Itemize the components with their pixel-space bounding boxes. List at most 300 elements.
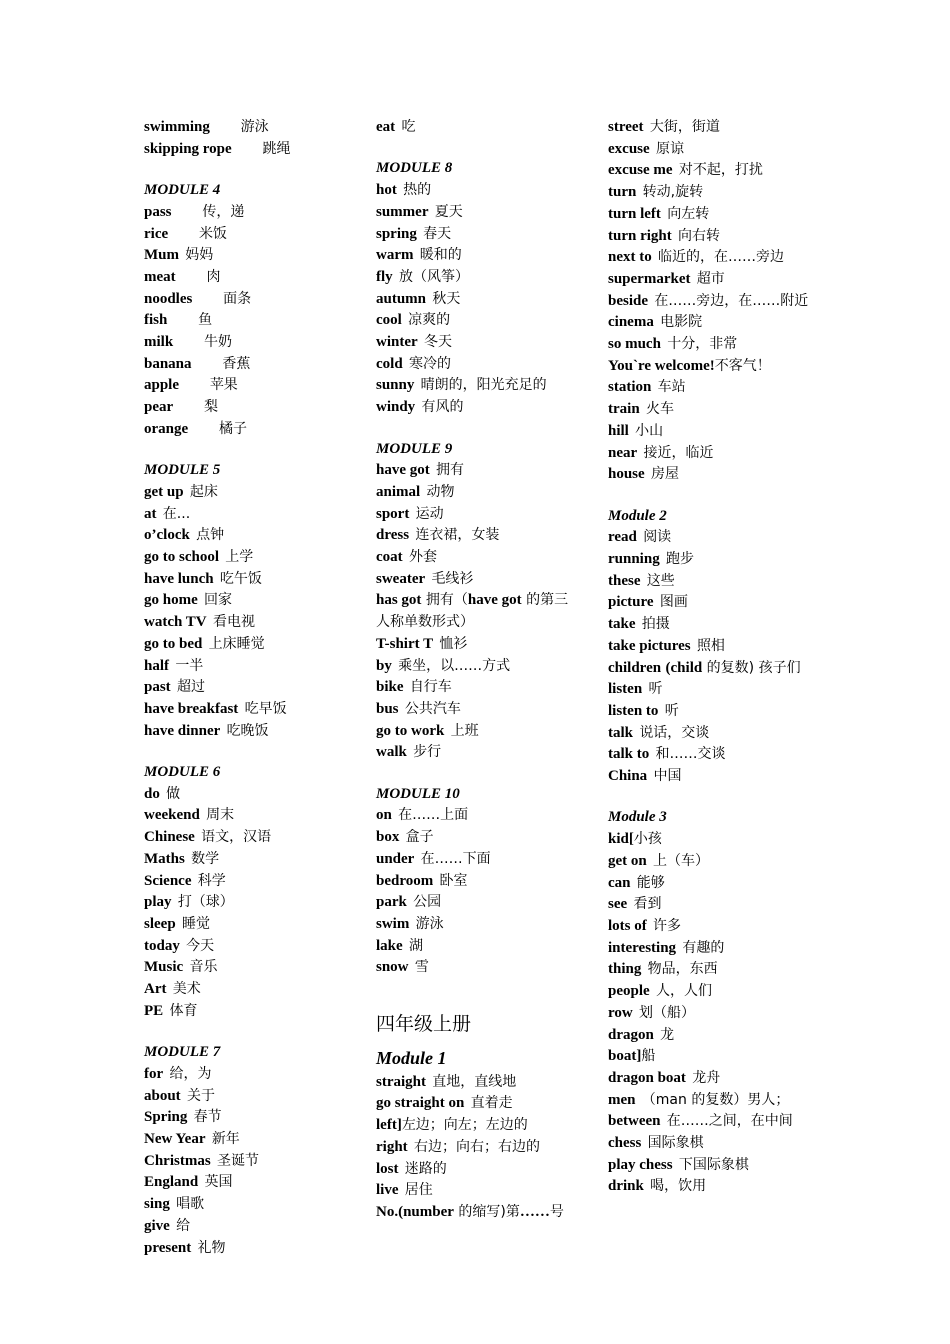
english-word: men xyxy=(608,1091,636,1108)
vocab-entry xyxy=(376,568,581,590)
vocab-entry xyxy=(608,937,813,959)
chinese-meaning: 有趣的 xyxy=(682,939,725,956)
english-word: live xyxy=(376,1182,399,1199)
vocab-entry xyxy=(608,376,813,398)
chinese-meaning: 上（车） xyxy=(653,852,710,869)
chinese-meaning: 喝，饮用 xyxy=(650,1178,707,1195)
english-word: Spring xyxy=(144,1109,188,1126)
chinese-meaning: 船 xyxy=(641,1048,656,1065)
english-word: people xyxy=(608,983,650,1000)
vocab-entry xyxy=(376,1179,581,1201)
english-word: at xyxy=(144,505,157,522)
chinese-meaning: 这些 xyxy=(646,572,675,589)
vocab-entry xyxy=(144,503,359,525)
english-word: winter xyxy=(376,334,418,351)
vocab-entry xyxy=(144,848,359,870)
vocab-entry xyxy=(376,655,581,677)
chinese-meaning: 迷路的 xyxy=(404,1160,447,1177)
vocab-entry xyxy=(608,246,813,268)
chinese-meaning: 美术 xyxy=(172,981,201,998)
chinese-meaning: 公园 xyxy=(413,894,442,911)
chinese-meaning: 龙 xyxy=(660,1026,675,1043)
chinese-meaning: 跳绳 xyxy=(262,140,291,157)
english-word: bike xyxy=(376,679,404,696)
chinese-meaning: 右边；向右；右边的 xyxy=(413,1138,540,1155)
vocab-entry xyxy=(376,1158,581,1180)
chinese-meaning: 乘坐，以……方式 xyxy=(398,657,511,674)
english-word: train xyxy=(608,401,640,418)
section-spacer xyxy=(376,978,581,999)
chinese-meaning: 礼物 xyxy=(197,1239,226,1256)
module-heading: MODULE 7 xyxy=(144,1044,221,1061)
english-word: near xyxy=(608,444,638,461)
english-word: can xyxy=(608,874,631,891)
vocab-entry xyxy=(608,743,813,765)
english-word: turn right xyxy=(608,227,672,244)
chinese-meaning: 拥有 xyxy=(436,462,465,479)
module-heading: MODULE 8 xyxy=(376,160,453,177)
chinese-meaning: 连衣裙，女装 xyxy=(415,527,500,544)
vocab-entry xyxy=(608,181,813,203)
english-word: beside xyxy=(608,292,649,309)
english-word: rice xyxy=(144,225,169,242)
vocab-entry xyxy=(608,893,813,915)
chinese-meaning: 原谅 xyxy=(655,140,684,157)
english-word: today xyxy=(144,937,180,954)
chinese-meaning: 湖 xyxy=(408,937,423,954)
english-word: walk xyxy=(376,744,407,761)
chinese-meaning: 车站 xyxy=(657,379,686,396)
chinese-meaning: 不客气！ xyxy=(714,357,771,374)
chinese-meaning: 照相 xyxy=(696,637,725,654)
chinese-meaning: 吃 xyxy=(401,119,416,135)
vocab-entry xyxy=(608,138,813,160)
chinese-meaning: 橘子 xyxy=(218,420,247,437)
english-word: turn left xyxy=(608,205,661,222)
english-word: go straight on xyxy=(376,1095,465,1112)
chinese-meaning: 国际象棋 xyxy=(647,1135,704,1152)
vocab-entry xyxy=(144,353,359,375)
english-word: Chinese xyxy=(144,829,195,846)
chinese-meaning: 苹果 xyxy=(209,377,238,394)
chinese-meaning: 点钟 xyxy=(196,527,225,544)
vocab-entry xyxy=(144,589,359,611)
chinese-meaning: 唱歌 xyxy=(176,1196,205,1213)
vocab-entry xyxy=(608,980,813,1002)
english-word: between xyxy=(608,1113,661,1130)
section-spacer xyxy=(608,485,813,506)
english-word: listen to xyxy=(608,702,659,719)
chinese-meaning: 音乐 xyxy=(189,959,218,976)
english-word: get up xyxy=(144,483,184,500)
english-word: next to xyxy=(608,249,652,266)
chinese-meaning: 给 xyxy=(176,1217,191,1234)
english-word: fish xyxy=(144,312,168,329)
english-word: swimming xyxy=(144,119,210,135)
vocab-entry xyxy=(376,633,581,655)
vocab-entry xyxy=(376,459,581,481)
vocab-entry xyxy=(376,741,581,763)
vocab-entry xyxy=(608,1110,813,1132)
module-heading: MODULE 6 xyxy=(144,764,221,781)
english-word: so much xyxy=(608,336,661,353)
english-word: have dinner xyxy=(144,722,221,739)
vocab-entry xyxy=(376,524,581,546)
vocab-entry xyxy=(376,481,581,503)
english-word: for xyxy=(144,1065,164,1082)
vocab-entry xyxy=(608,333,813,355)
english-word: Music xyxy=(144,959,184,976)
vocab-entry xyxy=(608,203,813,225)
english-word: go home xyxy=(144,592,198,609)
vocab-entry xyxy=(608,355,813,377)
english-word: animal xyxy=(376,483,421,500)
chinese-meaning: 划（船） xyxy=(639,1004,696,1021)
chinese-meaning: 吃午饭 xyxy=(219,570,262,587)
vocab-entry xyxy=(376,396,581,418)
vocab-entry xyxy=(608,398,813,420)
chinese-meaning: 上学 xyxy=(225,549,254,566)
vocab-entry xyxy=(144,870,359,892)
chinese-meaning: 向右转 xyxy=(678,227,721,244)
chinese-meaning: 暖和的 xyxy=(419,247,462,264)
english-word: PE xyxy=(144,1002,164,1019)
english-word: give xyxy=(144,1217,170,1234)
chinese-meaning: 对不起，打扰 xyxy=(678,162,763,179)
chinese-meaning: 梨 xyxy=(203,399,218,416)
vocab-entry xyxy=(144,978,359,1000)
chinese-meaning: 房屋 xyxy=(650,466,679,483)
english-word: lake xyxy=(376,937,403,954)
english-word: kid[ xyxy=(608,831,634,848)
chinese-meaning: 毛线衫 xyxy=(431,570,474,587)
section-spacer xyxy=(608,787,813,808)
vocab-entry xyxy=(376,244,581,266)
vocab-entry xyxy=(608,1132,813,1154)
english-word: excuse me xyxy=(608,162,673,179)
chinese-meaning: 号 xyxy=(549,1203,564,1220)
chinese-meaning: 鱼 xyxy=(198,312,213,329)
english-word: dragon boat xyxy=(608,1069,686,1086)
english-word: lost xyxy=(376,1160,399,1177)
vocab-entry xyxy=(144,1150,359,1172)
grade-heading: 四年级上册 xyxy=(376,1012,472,1035)
vocab-entry xyxy=(144,676,359,698)
vocab-entry xyxy=(376,546,581,568)
chinese-meaning: 恤衫 xyxy=(439,635,468,652)
chinese-meaning: 卧室 xyxy=(439,872,468,889)
chinese-meaning: 上床睡觉 xyxy=(208,635,265,652)
chinese-meaning: 中国 xyxy=(653,768,682,785)
chinese-meaning: 夏天 xyxy=(434,203,463,220)
english-word: You`re welcome! xyxy=(608,357,715,374)
english-word: picture xyxy=(608,594,654,611)
english-word: do xyxy=(144,785,160,802)
english-word: left] xyxy=(376,1117,402,1134)
english-word: read xyxy=(608,529,637,546)
vocab-entry xyxy=(608,548,813,570)
chinese-meaning: 动物 xyxy=(426,483,455,500)
english-word: o’clock xyxy=(144,527,190,544)
english-word: sing xyxy=(144,1196,170,1213)
chinese-meaning: 数学 xyxy=(191,850,220,867)
english-word: orange xyxy=(144,420,189,437)
section-spacer xyxy=(376,138,581,159)
chinese-meaning: 在... xyxy=(162,505,191,522)
vocab-entry xyxy=(144,266,359,288)
english-word: Christmas xyxy=(144,1152,211,1169)
chinese-meaning: 看到 xyxy=(633,896,662,913)
vocab-entry xyxy=(144,913,359,935)
english-word: bus xyxy=(376,700,399,717)
section-spacer xyxy=(376,418,581,439)
english-word: hill xyxy=(608,422,629,439)
vocab-entry xyxy=(608,311,813,333)
english-word: No.(number xyxy=(376,1203,454,1220)
vocab-entry xyxy=(376,1071,581,1093)
chinese-meaning: 英国 xyxy=(204,1174,233,1191)
english-word: warm xyxy=(376,247,414,264)
chinese-meaning: 的第三人称单数形式） xyxy=(376,592,569,631)
english-word: take pictures xyxy=(608,637,691,654)
english-word: house xyxy=(608,466,645,483)
english-word: banana xyxy=(144,355,192,372)
chinese-meaning: 超过 xyxy=(176,679,205,696)
vocab-entry xyxy=(376,935,581,957)
vocab-entry xyxy=(608,225,813,247)
vocab-entry xyxy=(376,1114,581,1136)
vocab-entry xyxy=(608,420,813,442)
vocab-entry xyxy=(608,1045,813,1067)
chinese-meaning: 妈妈 xyxy=(185,247,214,264)
english-word: dragon xyxy=(608,1026,654,1043)
english-word: sport xyxy=(376,505,410,522)
chinese-meaning: 十分，非常 xyxy=(667,336,738,353)
vocab-entry xyxy=(608,268,813,290)
english-word: right xyxy=(376,1138,408,1155)
english-word: weekend xyxy=(144,807,200,824)
chinese-meaning: 阅读 xyxy=(643,529,672,546)
english-word: have breakfast xyxy=(144,700,239,717)
chinese-meaning: 超市 xyxy=(696,270,725,287)
chinese-meaning: 起床 xyxy=(189,483,218,500)
vocab-entry xyxy=(376,826,581,848)
chinese-meaning: 小山 xyxy=(635,422,664,439)
vocab-entry xyxy=(376,309,581,331)
vocab-entry xyxy=(144,891,359,913)
english-word: …… xyxy=(519,1203,550,1220)
english-word: box xyxy=(376,829,400,846)
vocab-entry xyxy=(608,657,813,679)
module-heading: MODULE 10 xyxy=(376,785,460,802)
chinese-meaning: 在……上面 xyxy=(398,807,469,824)
english-word: skipping rope xyxy=(144,140,232,157)
chinese-meaning: 的复数) 孩子们 xyxy=(702,659,801,676)
vocab-entry xyxy=(376,804,581,826)
section-spacer xyxy=(144,741,359,762)
vocab-entry xyxy=(144,568,359,590)
english-word: apple xyxy=(144,377,180,394)
chinese-meaning: 看电视 xyxy=(212,614,255,631)
chinese-meaning: 吃早饭 xyxy=(244,700,287,717)
english-word: turn xyxy=(608,184,637,201)
english-word: Maths xyxy=(144,850,185,867)
vocab-entry xyxy=(144,1215,359,1237)
vocab-entry xyxy=(144,826,359,848)
chinese-meaning: 下国际象棋 xyxy=(678,1156,749,1173)
english-word: China xyxy=(608,768,648,785)
chinese-meaning: 香蕉 xyxy=(222,355,251,372)
chinese-meaning: 说话，交谈 xyxy=(639,724,710,741)
english-word: fly xyxy=(376,268,393,285)
vocab-entry xyxy=(376,353,581,375)
chinese-meaning: 春节 xyxy=(193,1109,222,1126)
english-word: interesting xyxy=(608,939,677,956)
chinese-meaning: 的缩写)第 xyxy=(453,1203,520,1220)
english-word: summer xyxy=(376,203,429,220)
chinese-meaning: 物品，东西 xyxy=(647,961,718,978)
vocab-column-1 xyxy=(144,116,359,1258)
module-heading: Module 3 xyxy=(608,809,667,826)
vocab-entry xyxy=(376,913,581,935)
chinese-meaning: 拍摄 xyxy=(641,616,670,633)
vocab-entry xyxy=(144,374,359,396)
vocab-entry xyxy=(608,1067,813,1089)
chinese-meaning: 回家 xyxy=(204,592,233,609)
vocab-entry xyxy=(608,958,813,980)
vocab-entry xyxy=(144,309,359,331)
vocab-entry xyxy=(376,116,581,138)
chinese-meaning: 运动 xyxy=(415,505,444,522)
vocab-entry xyxy=(376,223,581,245)
vocab-entry xyxy=(608,159,813,181)
vocab-entry xyxy=(144,633,359,655)
english-word: boat] xyxy=(608,1048,642,1065)
english-word: go to work xyxy=(376,722,445,739)
english-word: running xyxy=(608,551,660,568)
english-word: sunny xyxy=(376,377,415,394)
english-word: children xyxy=(608,659,662,676)
chinese-meaning: 公共汽车 xyxy=(404,700,461,717)
vocab-entry xyxy=(144,1128,359,1150)
chinese-meaning: 拥有（ xyxy=(421,592,468,609)
vocab-entry xyxy=(376,1092,581,1114)
english-word: go to school xyxy=(144,549,219,566)
english-word: have got xyxy=(376,462,430,479)
vocab-entry xyxy=(144,1237,359,1259)
english-word: sweater xyxy=(376,570,426,587)
english-word: under xyxy=(376,850,415,867)
chinese-meaning: 左边；向左；左边的 xyxy=(401,1117,528,1134)
english-word: meat xyxy=(144,268,176,285)
chinese-meaning: 直着走 xyxy=(470,1095,513,1112)
vocab-entry xyxy=(376,720,581,742)
chinese-meaning: 面条 xyxy=(223,290,252,307)
english-word: noodles xyxy=(144,290,193,307)
vocab-entry xyxy=(608,765,813,787)
vocab-entry xyxy=(144,244,359,266)
english-word: have lunch xyxy=(144,570,214,587)
chinese-meaning: 放（风筝） xyxy=(398,268,469,285)
vocab-entry xyxy=(144,288,359,310)
module-heading: Module 1 xyxy=(376,1047,447,1068)
english-word: see xyxy=(608,896,628,913)
english-word: these xyxy=(608,572,641,589)
chinese-meaning: 听 xyxy=(664,702,679,719)
vocab-entry xyxy=(608,850,813,872)
english-word: chess xyxy=(608,1135,642,1152)
chinese-meaning: 在……下面 xyxy=(420,850,491,867)
vocab-entry xyxy=(376,956,581,978)
vocab-entry xyxy=(376,179,581,201)
english-word: present xyxy=(144,1239,192,1256)
vocab-entry xyxy=(144,655,359,677)
english-word: swim xyxy=(376,915,410,932)
vocab-entry xyxy=(608,591,813,613)
vocab-entry xyxy=(376,676,581,698)
english-word: England xyxy=(144,1174,199,1191)
english-word: play xyxy=(144,894,172,911)
english-word: thing xyxy=(608,961,642,978)
chinese-meaning: 接近，临近 xyxy=(643,444,714,461)
vocab-entry xyxy=(608,722,813,744)
vocab-entry xyxy=(144,698,359,720)
chinese-meaning: 转动,旋转 xyxy=(642,184,704,201)
english-word: cold xyxy=(376,355,403,372)
chinese-meaning: 米饭 xyxy=(198,225,227,242)
english-word: milk xyxy=(144,334,174,351)
chinese-meaning: 寒冷的 xyxy=(408,355,451,372)
vocab-entry xyxy=(144,223,359,245)
chinese-meaning: 肉 xyxy=(206,268,221,285)
chinese-meaning: 图画 xyxy=(659,594,688,611)
english-word: about xyxy=(144,1087,181,1104)
vocab-entry xyxy=(144,804,359,826)
chinese-meaning: 圣诞节 xyxy=(216,1152,259,1169)
section-spacer xyxy=(144,440,359,461)
section-spacer xyxy=(144,159,359,180)
english-word: past xyxy=(144,679,171,696)
english-word: sleep xyxy=(144,915,176,932)
chinese-meaning: 火车 xyxy=(645,401,674,418)
chinese-meaning: 春天 xyxy=(423,225,452,242)
vocab-entry xyxy=(376,266,581,288)
english-word: snow xyxy=(376,959,409,976)
vocab-entry xyxy=(144,524,359,546)
vocab-entry xyxy=(608,463,813,485)
vocab-entry xyxy=(376,374,581,396)
chinese-meaning: 给，为 xyxy=(169,1065,212,1082)
vocab-entry xyxy=(144,418,359,440)
vocab-entry xyxy=(144,783,359,805)
chinese-meaning: 有风的 xyxy=(421,399,464,416)
chinese-meaning: 关于 xyxy=(186,1087,215,1104)
english-word: has got xyxy=(376,592,422,609)
english-word: talk xyxy=(608,724,634,741)
chinese-meaning: 人，人们 xyxy=(655,983,712,1000)
chinese-meaning: 游泳 xyxy=(415,915,444,932)
chinese-meaning: 步行 xyxy=(413,744,442,761)
english-word: pear xyxy=(144,399,174,416)
chinese-meaning: 晴朗的，阳光充足的 xyxy=(420,377,547,394)
chinese-meaning: 听 xyxy=(648,681,663,698)
chinese-meaning: 雪 xyxy=(414,959,429,976)
english-word: straight xyxy=(376,1073,426,1090)
vocab-entry xyxy=(144,331,359,353)
chinese-meaning: 一半 xyxy=(175,657,204,674)
english-word: autumn xyxy=(376,290,427,307)
vocab-entry xyxy=(144,481,359,503)
